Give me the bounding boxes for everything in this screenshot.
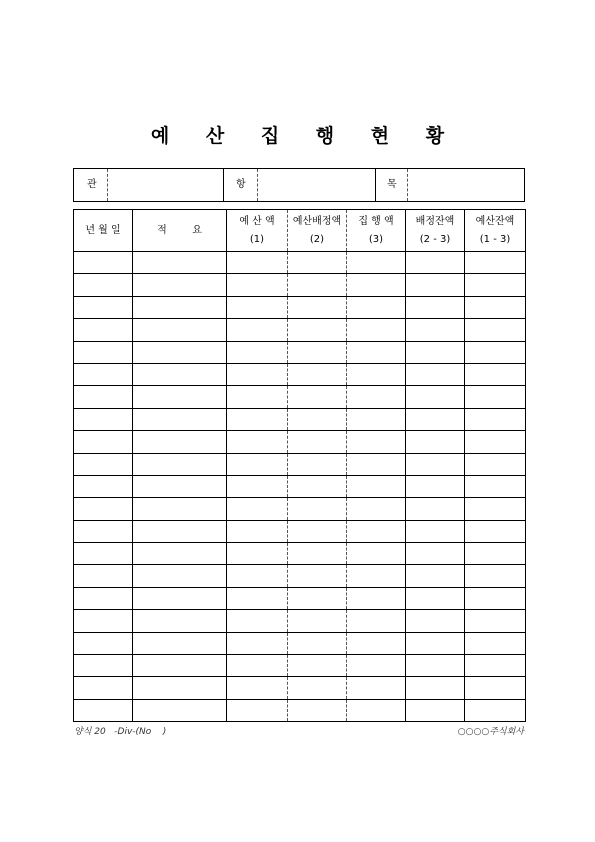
table-cell xyxy=(465,677,526,699)
table-cell xyxy=(288,520,347,542)
gwan-label: 관 xyxy=(87,179,97,190)
divider xyxy=(223,169,224,201)
divider xyxy=(375,169,376,201)
table-cell xyxy=(227,632,288,654)
table-row xyxy=(74,632,526,654)
table-cell xyxy=(465,498,526,520)
table-cell xyxy=(347,610,406,632)
table-cell xyxy=(133,565,227,587)
table-row xyxy=(74,699,526,721)
table-row xyxy=(74,408,526,430)
table-cell xyxy=(227,274,288,296)
table-cell xyxy=(406,632,465,654)
table-cell xyxy=(227,408,288,430)
table-row xyxy=(74,431,526,453)
table-row xyxy=(74,677,526,699)
table-cell xyxy=(74,632,133,654)
table-cell xyxy=(74,252,133,274)
col-alloc-balance: 배정잔액 (2 - 3) xyxy=(406,210,465,252)
table-row xyxy=(74,520,526,542)
budget-table xyxy=(73,209,526,722)
table-cell xyxy=(227,319,288,341)
table-cell xyxy=(406,431,465,453)
table-cell xyxy=(74,565,133,587)
table-cell xyxy=(347,655,406,677)
table-cell xyxy=(465,565,526,587)
table-cell xyxy=(133,655,227,677)
mok-label: 목 xyxy=(387,179,397,190)
table-cell xyxy=(288,587,347,609)
table-cell xyxy=(74,520,133,542)
table-cell xyxy=(227,655,288,677)
table-cell xyxy=(288,475,347,497)
col-date: 년 월 일 xyxy=(74,210,133,252)
table-cell xyxy=(347,520,406,542)
table-row xyxy=(74,565,526,587)
table-cell xyxy=(406,319,465,341)
account-header-box xyxy=(73,168,525,202)
table-cell xyxy=(465,699,526,721)
table-cell xyxy=(406,587,465,609)
table-cell xyxy=(288,363,347,385)
table-cell xyxy=(347,431,406,453)
table-cell xyxy=(406,453,465,475)
table-cell xyxy=(227,677,288,699)
table-row xyxy=(74,475,526,497)
table-cell xyxy=(133,341,227,363)
table-cell xyxy=(227,475,288,497)
table-cell xyxy=(288,610,347,632)
col-budget-balance: 예산잔액 (1 - 3) xyxy=(465,210,526,252)
table-cell xyxy=(406,543,465,565)
table-cell xyxy=(288,431,347,453)
table-row xyxy=(74,363,526,385)
table-cell xyxy=(347,699,406,721)
table-cell xyxy=(465,408,526,430)
table-cell xyxy=(227,341,288,363)
table-cell xyxy=(465,363,526,385)
table-cell xyxy=(465,386,526,408)
table-cell xyxy=(465,431,526,453)
table-cell xyxy=(227,296,288,318)
table-cell xyxy=(74,408,133,430)
table-cell xyxy=(227,453,288,475)
table-cell xyxy=(133,296,227,318)
table-cell xyxy=(288,498,347,520)
table-cell xyxy=(133,475,227,497)
table-row xyxy=(74,296,526,318)
table-cell xyxy=(227,543,288,565)
table-cell xyxy=(406,274,465,296)
table-cell xyxy=(347,363,406,385)
table-cell xyxy=(227,520,288,542)
table-cell xyxy=(406,296,465,318)
table-cell xyxy=(74,453,133,475)
table-cell xyxy=(288,655,347,677)
table-cell xyxy=(133,543,227,565)
table-cell xyxy=(288,274,347,296)
table-cell xyxy=(288,341,347,363)
table-cell xyxy=(133,363,227,385)
table-cell xyxy=(133,632,227,654)
table-cell xyxy=(74,543,133,565)
table-cell xyxy=(227,587,288,609)
table-cell xyxy=(133,431,227,453)
table-cell xyxy=(288,453,347,475)
table-cell xyxy=(347,453,406,475)
table-cell xyxy=(74,610,133,632)
table-cell xyxy=(465,252,526,274)
table-row xyxy=(74,655,526,677)
col-allocation: 예산배정액 (2) xyxy=(288,210,347,252)
table-cell xyxy=(465,632,526,654)
table-cell xyxy=(406,252,465,274)
table-cell xyxy=(133,498,227,520)
table-cell xyxy=(74,677,133,699)
table-row xyxy=(74,341,526,363)
table-cell xyxy=(133,453,227,475)
table-row xyxy=(74,543,526,565)
table-cell xyxy=(227,498,288,520)
table-cell xyxy=(74,655,133,677)
table-cell xyxy=(288,319,347,341)
col-execution: 집 행 액 (3) xyxy=(347,210,406,252)
table-cell xyxy=(347,498,406,520)
table-cell xyxy=(465,587,526,609)
table-cell xyxy=(406,520,465,542)
table-cell xyxy=(74,274,133,296)
table-cell xyxy=(465,296,526,318)
table-cell xyxy=(465,341,526,363)
table-cell xyxy=(465,475,526,497)
hang-label: 항 xyxy=(236,179,246,190)
table-cell xyxy=(465,319,526,341)
table-cell xyxy=(347,319,406,341)
table-row xyxy=(74,252,526,274)
table-cell xyxy=(74,296,133,318)
table-cell xyxy=(288,252,347,274)
divider xyxy=(257,169,258,201)
table-cell xyxy=(288,543,347,565)
table-cell xyxy=(347,565,406,587)
col-summary: 적 요 xyxy=(133,210,227,252)
table-cell xyxy=(465,453,526,475)
table-cell xyxy=(406,565,465,587)
table-cell xyxy=(74,699,133,721)
table-cell xyxy=(406,610,465,632)
table-cell xyxy=(133,699,227,721)
table-cell xyxy=(406,677,465,699)
table-cell xyxy=(74,319,133,341)
table-cell xyxy=(465,655,526,677)
table-cell xyxy=(465,543,526,565)
form-number: 양식 20 -Div-(No ) xyxy=(74,727,167,737)
table-cell xyxy=(347,296,406,318)
col-budget: 예 산 액 (1) xyxy=(227,210,288,252)
table-cell xyxy=(288,408,347,430)
table-cell xyxy=(288,632,347,654)
table-cell xyxy=(133,520,227,542)
table-cell xyxy=(288,565,347,587)
table-row xyxy=(74,610,526,632)
table-cell xyxy=(347,341,406,363)
table-cell xyxy=(406,341,465,363)
table-cell xyxy=(74,587,133,609)
table-cell xyxy=(465,520,526,542)
company-name: ○○○○주식회사 xyxy=(457,727,524,737)
table-cell xyxy=(288,699,347,721)
table-cell xyxy=(406,363,465,385)
divider xyxy=(407,169,408,201)
table-row xyxy=(74,453,526,475)
table-cell xyxy=(227,252,288,274)
table-cell xyxy=(406,655,465,677)
table-cell xyxy=(74,386,133,408)
divider xyxy=(107,169,108,201)
table-cell xyxy=(227,699,288,721)
table-cell xyxy=(74,363,133,385)
table-cell xyxy=(347,408,406,430)
table-cell xyxy=(227,610,288,632)
table-cell xyxy=(347,252,406,274)
table-cell xyxy=(74,498,133,520)
table-cell xyxy=(288,296,347,318)
table-cell xyxy=(465,274,526,296)
table-cell xyxy=(347,677,406,699)
table-cell xyxy=(406,408,465,430)
table-cell xyxy=(133,252,227,274)
table-cell xyxy=(347,587,406,609)
table-cell xyxy=(406,498,465,520)
table-cell xyxy=(133,587,227,609)
table-cell xyxy=(133,319,227,341)
table-cell xyxy=(74,475,133,497)
table-cell xyxy=(347,274,406,296)
table-cell xyxy=(133,274,227,296)
table-row xyxy=(74,587,526,609)
table-row xyxy=(74,319,526,341)
table-cell xyxy=(74,431,133,453)
table-cell xyxy=(347,386,406,408)
table-row xyxy=(74,498,526,520)
table-cell xyxy=(288,677,347,699)
table-cell xyxy=(288,386,347,408)
table-header-row xyxy=(74,210,526,252)
table-cell xyxy=(227,386,288,408)
table-cell xyxy=(347,475,406,497)
table-cell xyxy=(406,386,465,408)
table-cell xyxy=(347,632,406,654)
table-cell xyxy=(406,475,465,497)
table-cell xyxy=(133,408,227,430)
table-cell xyxy=(74,341,133,363)
table-cell xyxy=(347,543,406,565)
table-cell xyxy=(227,565,288,587)
table-cell xyxy=(227,431,288,453)
table-row xyxy=(74,274,526,296)
table-row xyxy=(74,386,526,408)
table-cell xyxy=(133,386,227,408)
table-cell xyxy=(406,699,465,721)
table-cell xyxy=(133,610,227,632)
table-cell xyxy=(465,610,526,632)
table-cell xyxy=(227,363,288,385)
page-title: 예 산 집 행 현 황 xyxy=(150,125,460,147)
table-cell xyxy=(133,677,227,699)
